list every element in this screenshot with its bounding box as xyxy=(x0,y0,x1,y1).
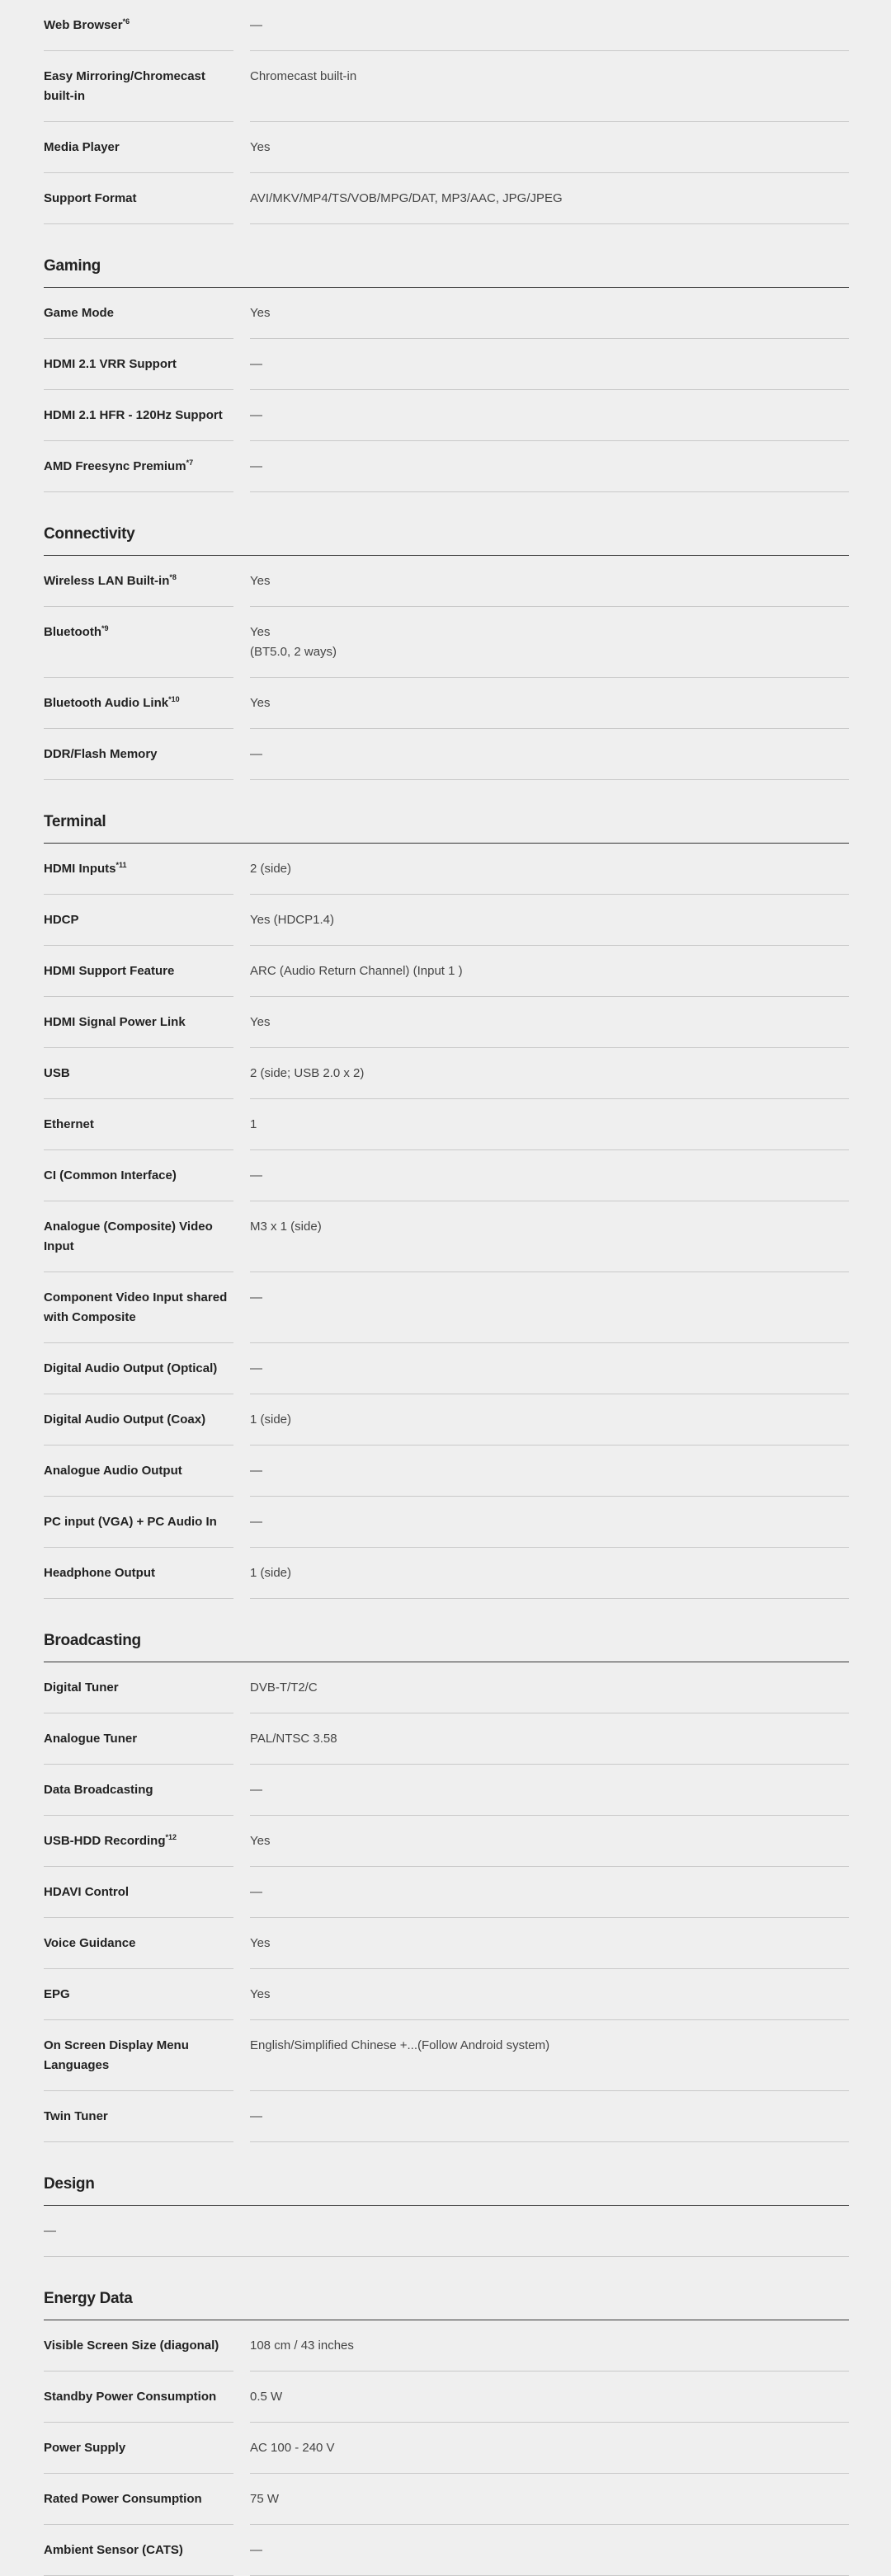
spec-row xyxy=(44,1969,849,2020)
spec-label-text: Web Browser xyxy=(44,18,123,32)
spec-label xyxy=(44,303,233,339)
section-heading: Connectivity xyxy=(44,525,849,556)
spec-label-text: Twin Tuner xyxy=(44,2109,108,2123)
spec-value: — xyxy=(250,1288,849,1343)
spec-label xyxy=(44,1115,233,1150)
spec-value: — xyxy=(250,2541,849,2576)
spec-table xyxy=(44,0,849,2576)
footnote-marker: *8 xyxy=(169,573,177,581)
section-heading: Broadcasting xyxy=(44,1632,849,1662)
spec-label xyxy=(44,1166,233,1201)
spec-label-text: HDAVI Control xyxy=(44,1885,130,1899)
spec-value: 2 (side) xyxy=(250,859,849,895)
spec-row xyxy=(44,1099,849,1150)
spec-label xyxy=(44,1883,233,1918)
spec-label-text: Digital Audio Output (Coax) xyxy=(44,1413,206,1427)
spec-value: — xyxy=(250,1780,849,1816)
spec-label-text: Ethernet xyxy=(44,1117,94,1131)
spec-row xyxy=(44,1272,849,1343)
spec-value: Yes xyxy=(250,1013,849,1048)
spec-label xyxy=(44,1217,233,1272)
spec-label-text: USB-HDD Recording xyxy=(44,1834,166,1848)
spec-value: — xyxy=(250,1461,849,1497)
spec-value: — xyxy=(250,745,849,780)
spec-label xyxy=(44,2036,233,2091)
spec-label xyxy=(44,457,233,492)
spec-row xyxy=(44,122,849,173)
footnote-marker: *10 xyxy=(168,695,180,703)
spec-row xyxy=(44,997,849,1048)
spec-value: 108 cm / 43 inches xyxy=(250,2336,849,2372)
spec-label-text: HDMI 2.1 VRR Support xyxy=(44,357,177,371)
spec-value: — xyxy=(250,1359,849,1394)
spec-label-text: Voice Guidance xyxy=(44,1936,136,1950)
spec-value: 75 W xyxy=(250,2489,849,2525)
spec-row xyxy=(44,946,849,997)
spec-label xyxy=(44,1678,233,1713)
spec-value: — xyxy=(250,1166,849,1201)
spec-label-text: Standby Power Consumption xyxy=(44,2390,217,2404)
spec-row xyxy=(44,51,849,122)
spec-value: Yes (BT5.0, 2 ways) xyxy=(250,623,849,678)
spec-row xyxy=(44,2372,849,2423)
spec-label xyxy=(44,2541,233,2576)
spec-label xyxy=(44,406,233,441)
spec-label xyxy=(44,1563,233,1599)
spec-label xyxy=(44,1410,233,1445)
spec-label-text: Bluetooth Audio Link xyxy=(44,696,169,710)
spec-label-text: EPG xyxy=(44,1987,70,2001)
spec-value: English/Simplified Chinese +...(Follow Android system) xyxy=(250,2036,849,2091)
spec-row xyxy=(44,1867,849,1918)
spec-row xyxy=(44,556,849,607)
spec-row xyxy=(44,441,849,492)
footnote-marker: *11 xyxy=(116,861,127,869)
spec-value: Chromecast built-in xyxy=(250,67,849,122)
spec-label-text: USB xyxy=(44,1066,70,1080)
spec-label-text: Bluetooth xyxy=(44,625,101,639)
spec-value: Yes xyxy=(250,1985,849,2020)
spec-label-text: Media Player xyxy=(44,140,120,154)
spec-row xyxy=(44,895,849,946)
spec-label-text: Data Broadcasting xyxy=(44,1783,153,1797)
spec-row xyxy=(44,844,849,895)
spec-row xyxy=(44,1662,849,1713)
spec-label xyxy=(44,2438,233,2474)
spec-label xyxy=(44,1780,233,1816)
spec-label-text: HDMI Inputs xyxy=(44,862,116,876)
spec-label xyxy=(44,1359,233,1394)
spec-label xyxy=(44,623,233,678)
section-heading: Energy Data xyxy=(44,2290,849,2320)
spec-value: Yes xyxy=(250,571,849,607)
spec-row xyxy=(44,2474,849,2525)
spec-label xyxy=(44,138,233,173)
footnote-marker: *9 xyxy=(101,624,109,632)
spec-label-text: Analogue (Composite) Video Input xyxy=(44,1220,213,1253)
spec-value: 2 (side; USB 2.0 x 2) xyxy=(250,1064,849,1099)
section-heading: Terminal xyxy=(44,813,849,844)
spec-label-text: Ambient Sensor (CATS) xyxy=(44,2543,183,2557)
spec-label xyxy=(44,2107,233,2142)
spec-row xyxy=(44,1918,849,1969)
spec-label-text: Digital Audio Output (Optical) xyxy=(44,1361,218,1375)
spec-label-text: HDMI 2.1 HFR - 120Hz Support xyxy=(44,408,223,422)
spec-value: Yes xyxy=(250,138,849,173)
spec-value: 1 (side) xyxy=(250,1410,849,1445)
spec-label-text: HDMI Signal Power Link xyxy=(44,1015,186,1029)
spec-value: ARC (Audio Return Channel) (Input 1 ) xyxy=(250,961,849,997)
spec-label xyxy=(44,1288,233,1343)
spec-label-text: Visible Screen Size (diagonal) xyxy=(44,2339,219,2353)
spec-label xyxy=(44,1064,233,1099)
spec-row xyxy=(44,1201,849,1272)
spec-value: DVB-T/T2/C xyxy=(250,1678,849,1713)
spec-label xyxy=(44,1729,233,1765)
spec-value: 1 xyxy=(250,1115,849,1150)
spec-label-text: Support Format xyxy=(44,191,137,205)
spec-label-text: Analogue Tuner xyxy=(44,1732,138,1746)
spec-value: PAL/NTSC 3.58 xyxy=(250,1729,849,1765)
spec-row xyxy=(44,2320,849,2372)
spec-label-text: Headphone Output xyxy=(44,1566,155,1580)
spec-value: Yes xyxy=(250,1831,849,1867)
spec-label xyxy=(44,1512,233,1548)
spec-label-text: Easy Mirroring/Chromecast built-in xyxy=(44,69,205,103)
spec-value: 1 (side) xyxy=(250,1563,849,1599)
spec-label xyxy=(44,16,233,51)
spec-row xyxy=(44,1713,849,1765)
spec-label xyxy=(44,1831,233,1867)
section-single-value: — xyxy=(44,2206,849,2257)
spec-value: 0.5 W xyxy=(250,2387,849,2423)
footnote-marker: *6 xyxy=(122,17,130,26)
spec-label-text: Power Supply xyxy=(44,2441,126,2455)
spec-row xyxy=(44,1548,849,1599)
spec-row xyxy=(44,1048,849,1099)
spec-label-text: Digital Tuner xyxy=(44,1681,119,1695)
spec-label xyxy=(44,910,233,946)
spec-label xyxy=(44,961,233,997)
spec-value: — xyxy=(250,1512,849,1548)
spec-row xyxy=(44,288,849,339)
spec-value: — xyxy=(250,355,849,390)
spec-value: M3 x 1 (side) xyxy=(250,1217,849,1272)
spec-label-text: Analogue Audio Output xyxy=(44,1464,182,1478)
spec-row xyxy=(44,1343,849,1394)
spec-label-text: HDMI Support Feature xyxy=(44,964,175,978)
spec-label xyxy=(44,1013,233,1048)
spec-label-text: DDR/Flash Memory xyxy=(44,747,158,761)
spec-value: Yes xyxy=(250,693,849,729)
spec-label xyxy=(44,2489,233,2525)
spec-row xyxy=(44,1150,849,1201)
spec-value: AC 100 - 240 V xyxy=(250,2438,849,2474)
spec-label xyxy=(44,571,233,607)
spec-row xyxy=(44,1445,849,1497)
spec-value: — xyxy=(250,16,849,51)
spec-row xyxy=(44,1394,849,1445)
spec-label xyxy=(44,2336,233,2372)
spec-value: — xyxy=(250,2107,849,2142)
spec-row xyxy=(44,0,849,51)
spec-value: Yes xyxy=(250,1934,849,1969)
spec-row xyxy=(44,2020,849,2091)
spec-label xyxy=(44,1461,233,1497)
spec-row xyxy=(44,2525,849,2576)
spec-value: Yes xyxy=(250,303,849,339)
spec-row xyxy=(44,339,849,390)
spec-row xyxy=(44,729,849,780)
spec-value: — xyxy=(250,406,849,441)
spec-label xyxy=(44,693,233,729)
spec-label xyxy=(44,355,233,390)
spec-label xyxy=(44,745,233,780)
spec-row xyxy=(44,173,849,224)
spec-row xyxy=(44,1497,849,1548)
spec-label-text: Component Video Input shared with Composite xyxy=(44,1290,228,1324)
spec-value: — xyxy=(250,457,849,492)
spec-label-text: PC input (VGA) + PC Audio In xyxy=(44,1515,217,1529)
spec-label xyxy=(44,2387,233,2423)
spec-label xyxy=(44,859,233,895)
footnote-marker: *12 xyxy=(165,1833,177,1841)
spec-label xyxy=(44,1934,233,1969)
spec-row xyxy=(44,678,849,729)
spec-label-text: Rated Power Consumption xyxy=(44,2492,202,2506)
spec-value: AVI/MKV/MP4/TS/VOB/MPG/DAT, MP3/AAC, JPG/JPEG xyxy=(250,189,849,224)
spec-value: — xyxy=(250,1883,849,1918)
spec-label-text: Game Mode xyxy=(44,306,115,320)
spec-label xyxy=(44,67,233,122)
spec-label-text: On Screen Display Menu Languages xyxy=(44,2038,189,2072)
spec-label xyxy=(44,189,233,224)
spec-value: Yes (HDCP1.4) xyxy=(250,910,849,946)
spec-row xyxy=(44,2091,849,2142)
spec-label-text: AMD Freesync Premium xyxy=(44,459,186,473)
spec-row xyxy=(44,2423,849,2474)
footnote-marker: *7 xyxy=(186,458,194,467)
section-heading: Gaming xyxy=(44,257,849,288)
spec-row xyxy=(44,1765,849,1816)
spec-row xyxy=(44,607,849,678)
spec-label xyxy=(44,1985,233,2020)
spec-row xyxy=(44,390,849,441)
spec-label-text: Wireless LAN Built-in xyxy=(44,574,170,588)
spec-row xyxy=(44,1816,849,1867)
spec-label-text: CI (Common Interface) xyxy=(44,1168,177,1182)
section-heading: Design xyxy=(44,2175,849,2206)
spec-label-text: HDCP xyxy=(44,913,79,927)
